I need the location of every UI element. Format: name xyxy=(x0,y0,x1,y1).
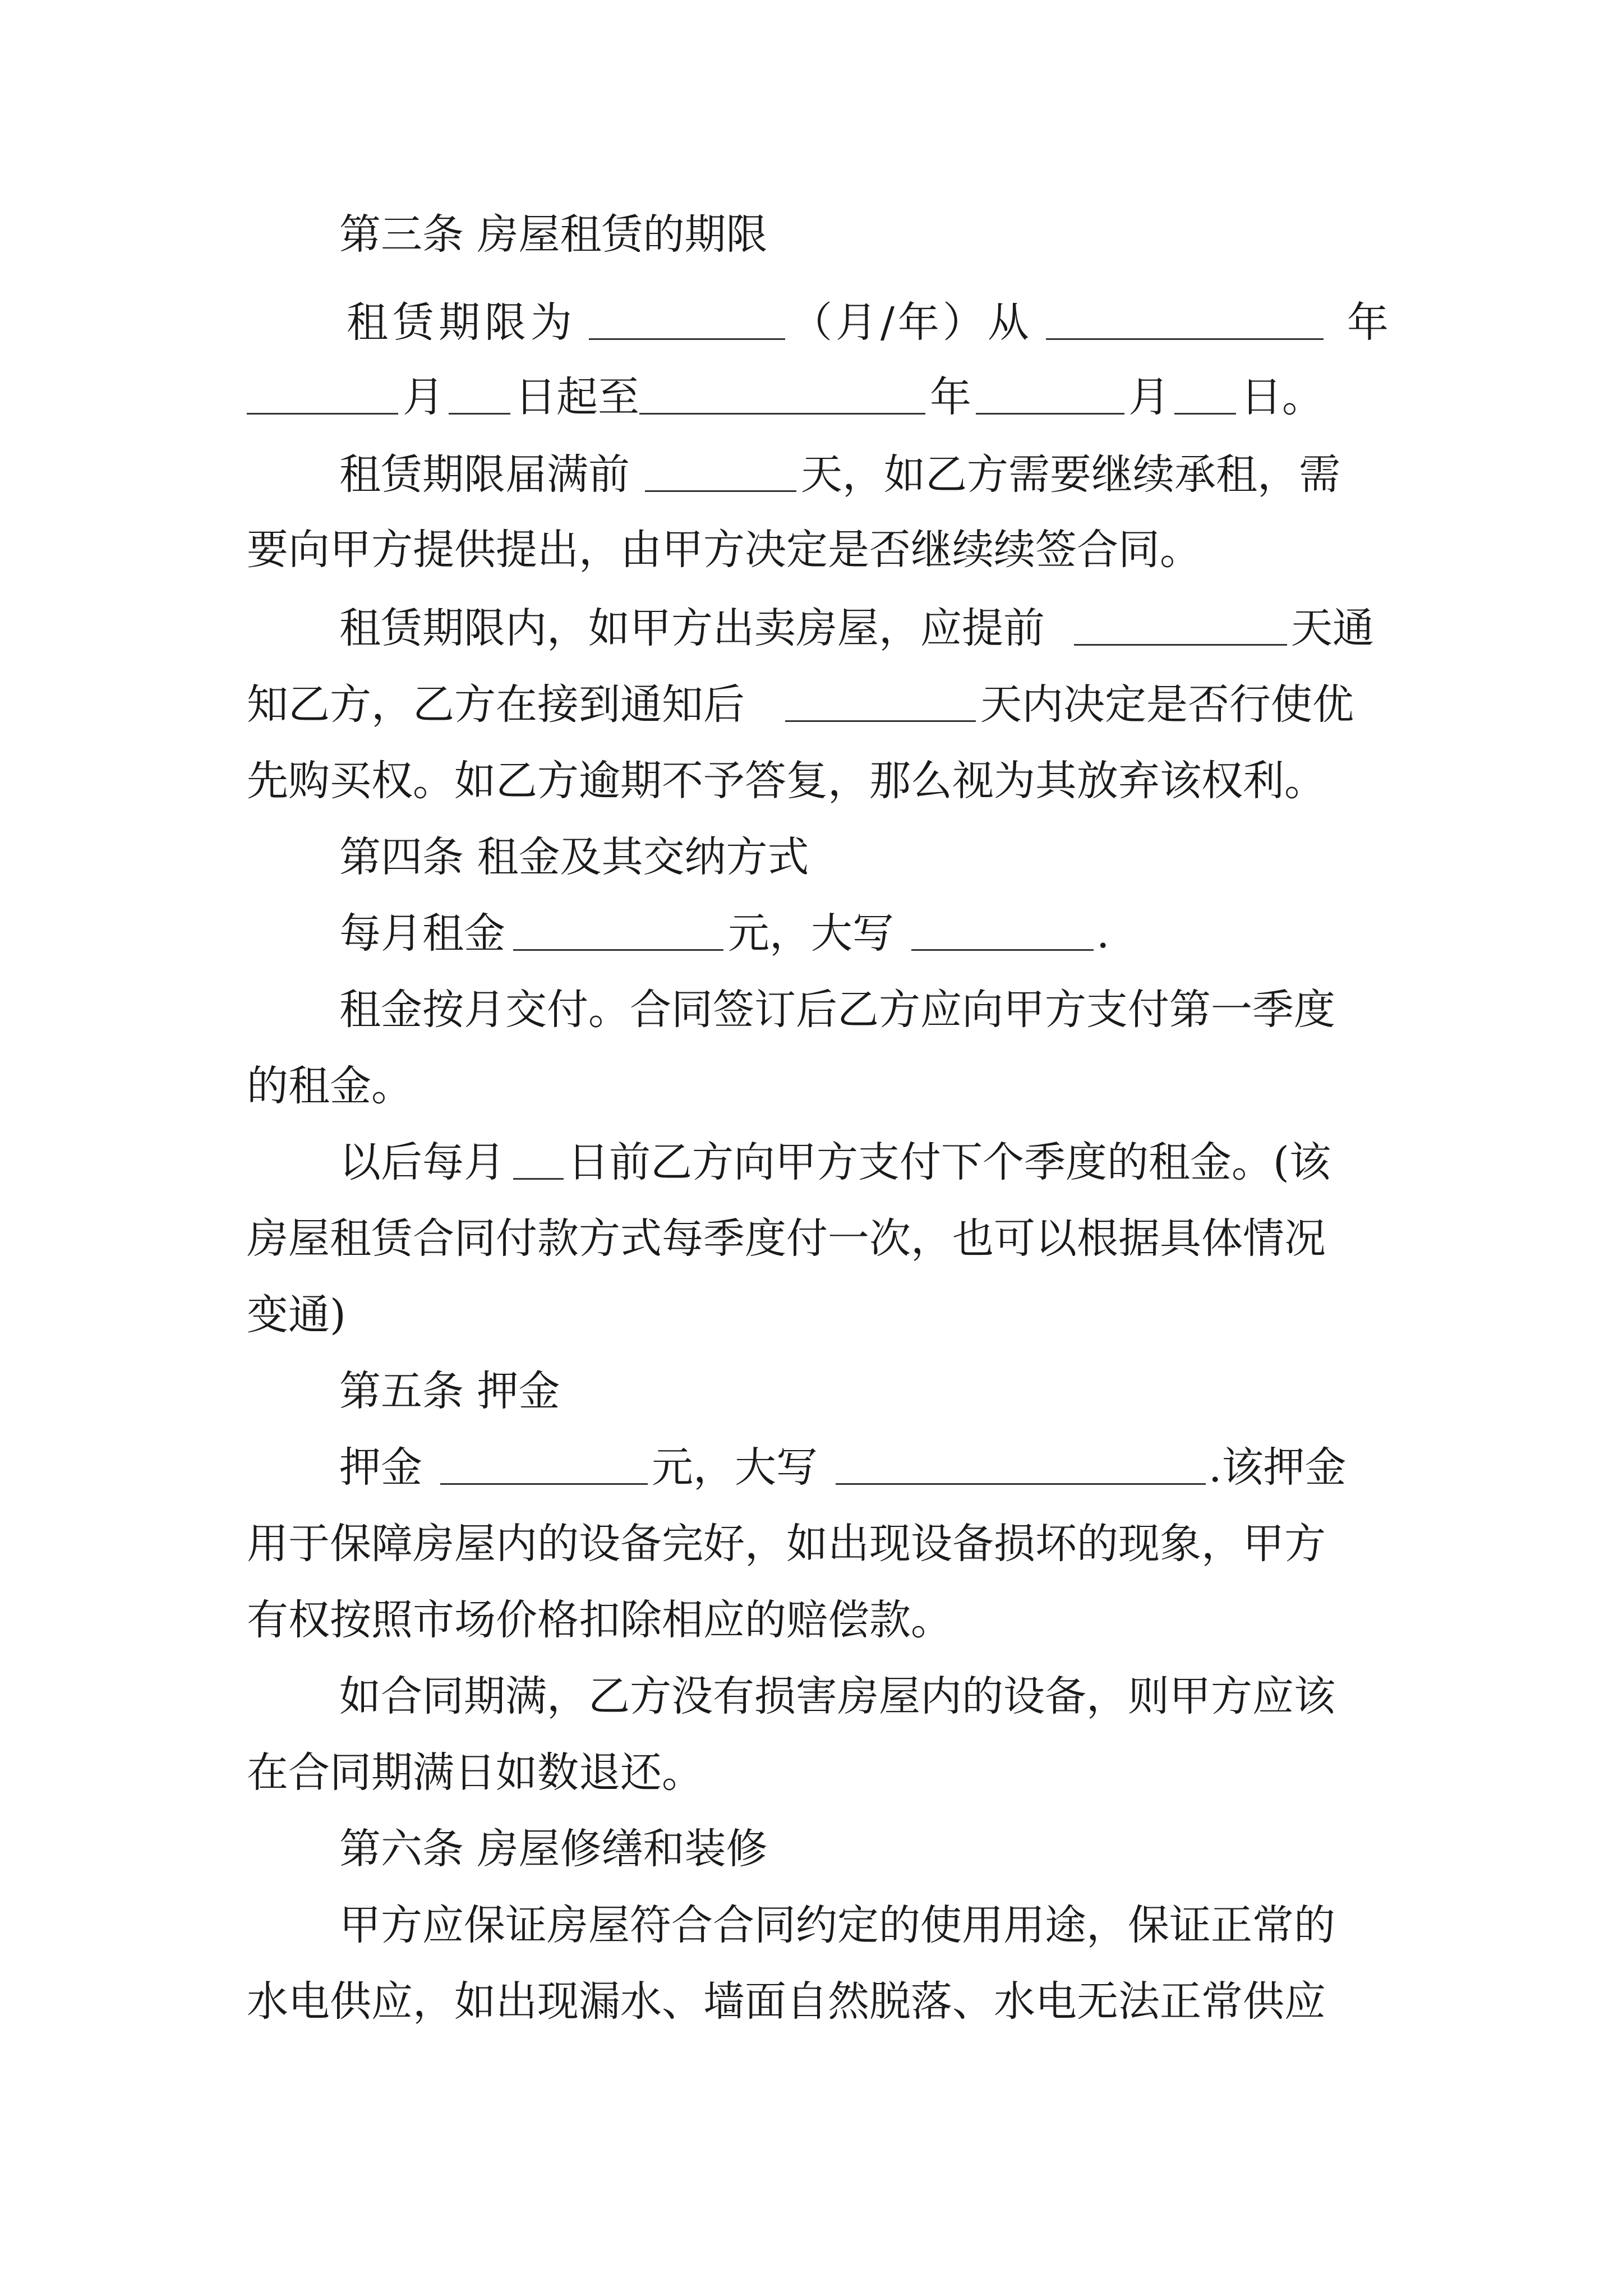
paragraph-line xyxy=(0,369,1623,425)
paragraph-line xyxy=(0,905,1623,961)
text: 要向甲方提供提出，由甲方决定是否继续续签合同。 xyxy=(247,526,1201,574)
article-heading-3 xyxy=(0,206,1623,263)
text: 甲方应保证房屋符合合同约定的使用用途，保证正常的 xyxy=(339,1901,1335,1949)
text: 先购买权。如乙方逾期不予答复，那么视为其放弃该权利。 xyxy=(247,757,1326,805)
fill-blank[interactable] xyxy=(449,372,510,415)
paragraph-line xyxy=(0,1211,1623,1267)
paragraph-line xyxy=(0,1516,1623,1572)
paragraph-line xyxy=(0,522,1623,578)
text: . xyxy=(1096,909,1110,958)
text: 天通 xyxy=(1291,604,1374,652)
paragraph-line xyxy=(0,1287,1623,1343)
text: 天，如乙方需要继续承租，需 xyxy=(801,450,1340,499)
article-heading-4 xyxy=(0,829,1623,885)
fill-blank[interactable] xyxy=(1074,604,1287,646)
text: 水电供应，如出现漏水、墙面自然脱落、水电无法正常供应 xyxy=(247,1977,1326,2026)
text: 的租金。 xyxy=(247,1062,413,1110)
text: 日起至 xyxy=(515,373,639,421)
text: 在合同期满日如数退还。 xyxy=(247,1749,703,1797)
text: 第四条 租金及其交纳方式 xyxy=(339,833,809,881)
text: （月/年）从 xyxy=(791,298,1032,347)
text: 月 xyxy=(403,373,444,421)
fill-blank[interactable] xyxy=(836,1443,1206,1485)
fill-blank[interactable] xyxy=(911,909,1094,951)
paragraph-line xyxy=(0,1897,1623,1953)
paragraph-line xyxy=(0,982,1623,1038)
text: 第三条 房屋租赁的期限 xyxy=(339,210,768,259)
text: 第五条 押金 xyxy=(339,1367,560,1415)
text: 押金 xyxy=(339,1443,422,1492)
paragraph-line xyxy=(0,447,1623,503)
fill-blank[interactable] xyxy=(639,372,925,415)
paragraph-line xyxy=(0,1134,1623,1190)
text: 用于保障房屋内的设备完好，如出现设备损坏的现象，甲方 xyxy=(247,1520,1326,1568)
fill-blank[interactable] xyxy=(1174,372,1236,415)
text: 月 xyxy=(1128,373,1170,421)
text: 以后每月 xyxy=(339,1138,505,1186)
fill-blank[interactable] xyxy=(513,1138,564,1180)
paragraph-line xyxy=(0,1745,1623,1801)
paragraph-line xyxy=(0,753,1623,809)
paragraph-line xyxy=(0,1668,1623,1724)
article-heading-5 xyxy=(0,1363,1623,1419)
text: 租赁期限届满前 xyxy=(339,450,630,499)
fill-blank[interactable] xyxy=(976,372,1124,415)
text: 房屋租赁合同付款方式每季度付一次，也可以根据具体情况 xyxy=(247,1214,1326,1263)
text: 年 xyxy=(1347,298,1389,347)
paragraph-line xyxy=(0,600,1623,656)
fill-blank[interactable] xyxy=(513,909,723,951)
fill-blank[interactable] xyxy=(785,680,976,722)
paragraph-line xyxy=(0,1058,1623,1114)
text: 租赁期限内，如甲方出卖房屋，应提前 xyxy=(339,604,1045,652)
text: 第六条 房屋修缮和装修 xyxy=(339,1825,768,1873)
fill-blank[interactable] xyxy=(247,372,398,415)
text: 元，大写 xyxy=(652,1443,818,1492)
text: 年 xyxy=(930,373,971,421)
paragraph-line xyxy=(0,295,1623,351)
paragraph-line xyxy=(0,1592,1623,1648)
text: 日前乙方向甲方支付下个季度的租金。(该 xyxy=(568,1138,1331,1186)
text: 每月租金 xyxy=(339,909,505,958)
paragraph-line xyxy=(0,1973,1623,2030)
fill-blank[interactable] xyxy=(440,1443,648,1485)
fill-blank[interactable] xyxy=(1046,298,1324,340)
text: 元，大写 xyxy=(728,909,894,958)
text: 租赁期限为 xyxy=(347,298,577,347)
text: 有权按照市场价格扣除相应的赔偿款。 xyxy=(247,1596,952,1644)
article-heading-6 xyxy=(0,1821,1623,1877)
text: 知乙方，乙方在接到通知后 xyxy=(247,680,745,729)
text: .该押金 xyxy=(1209,1443,1347,1492)
fill-blank[interactable] xyxy=(589,298,785,340)
paragraph-line xyxy=(0,677,1623,733)
text: 日。 xyxy=(1241,373,1324,421)
text: 租金按月交付。合同签订后乙方应向甲方支付第一季度 xyxy=(339,986,1335,1034)
paragraph-line xyxy=(0,1439,1623,1496)
text: 天内决定是否行使优 xyxy=(980,680,1354,729)
fill-blank[interactable] xyxy=(645,450,796,492)
text: 如合同期满，乙方没有损害房屋内的设备，则甲方应该 xyxy=(339,1672,1335,1720)
text: 变通) xyxy=(247,1291,346,1339)
